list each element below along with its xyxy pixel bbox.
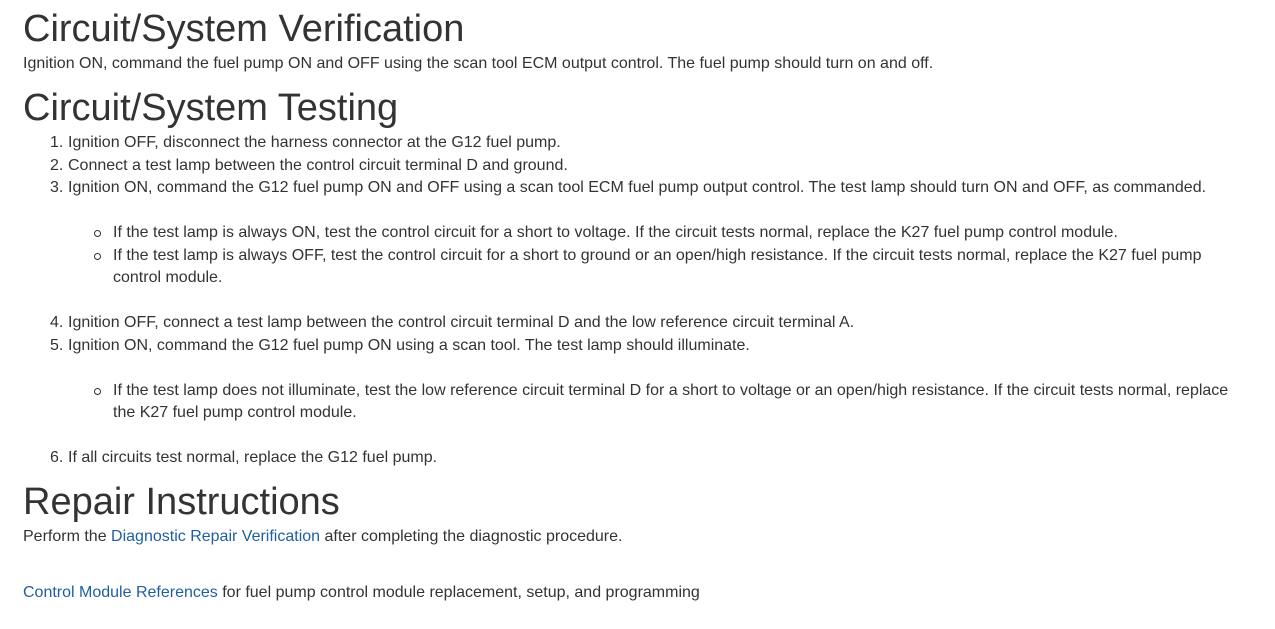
step-item — [0, 335, 1275, 425]
module-references-text — [23, 582, 700, 605]
step-number: 1. — [50, 134, 64, 151]
step-text: Ignition ON, command the G12 fuel pump ON and OFF using a scan tool ECM fuel pump output control. The test lamp should turn ON and OFF, as commanded. — [68, 179, 1207, 196]
sub-item — [68, 222, 1243, 245]
sub-list — [68, 380, 1275, 425]
step-item — [0, 312, 1275, 335]
circle-bullet-icon — [94, 230, 101, 237]
repair-text-before: Perform the — [23, 528, 107, 545]
sub-list — [68, 222, 1275, 290]
step-number: 5. — [50, 336, 64, 354]
repair-text-after: after completing the diagnostic procedure. — [324, 528, 623, 545]
control-module-references-link[interactable]: Control Module References — [23, 584, 218, 601]
diagnostic-repair-verification-link[interactable]: Diagnostic Repair Verification — [111, 528, 321, 545]
step-item — [0, 132, 1275, 155]
sub-item-text: If the test lamp is always OFF, test the control circuit for a short to ground or an open/high resistance. If the circuit tests normal, replace the K27 fuel pump control module. — [113, 246, 1202, 286]
step-number: 2. — [50, 156, 64, 174]
step-number: 4. — [50, 314, 64, 331]
sub-item-text: If the test lamp is always ON, test the control circuit for a short to voltage. If the circuit tests normal, replace the K27 fuel pump control module. — [113, 224, 1118, 241]
step-item — [0, 447, 1275, 470]
step-text: Ignition OFF, disconnect the harness connector at the G12 fuel pump. — [68, 134, 561, 151]
module-references-after: for fuel pump control module replacement, setup, and programming — [222, 584, 700, 601]
sub-item — [68, 245, 1243, 290]
step-text: Connect a test lamp between the control circuit terminal D and ground. — [68, 156, 568, 174]
verification-text: Ignition ON, command the fuel pump ON and OFF using the scan tool ECM output control. The fuel pump should turn on and off. — [23, 55, 934, 72]
step-text: Ignition OFF, connect a test lamp between the control circuit terminal D and the low reference circuit terminal A. — [68, 314, 855, 331]
step-text: Ignition ON, command the G12 fuel pump ON using a scan tool. The test lamp should illuminate. — [68, 336, 750, 354]
heading-repair-instructions: Repair Instructions — [23, 481, 340, 523]
repair-text — [23, 526, 622, 549]
circle-bullet-icon — [94, 388, 101, 395]
heading-circuit-system-testing: Circuit/System Testing — [23, 87, 399, 129]
heading-circuit-system-verification: Circuit/System Verification — [23, 8, 465, 50]
sub-item-text: If the test lamp does not illuminate, test the low reference circuit terminal D for a short to voltage or an open/high resistance. If the circuit tests normal, replace the K27 fuel pump control module. — [113, 381, 1229, 421]
step-number: 3. — [50, 179, 64, 196]
step-number: 6. — [50, 449, 64, 466]
step-item — [0, 155, 1275, 178]
step-item — [0, 177, 1275, 290]
sub-item — [68, 380, 1243, 425]
testing-steps-list — [0, 132, 1275, 470]
circle-bullet-icon — [94, 253, 101, 260]
step-text: If all circuits test normal, replace the G12 fuel pump. — [68, 449, 438, 466]
